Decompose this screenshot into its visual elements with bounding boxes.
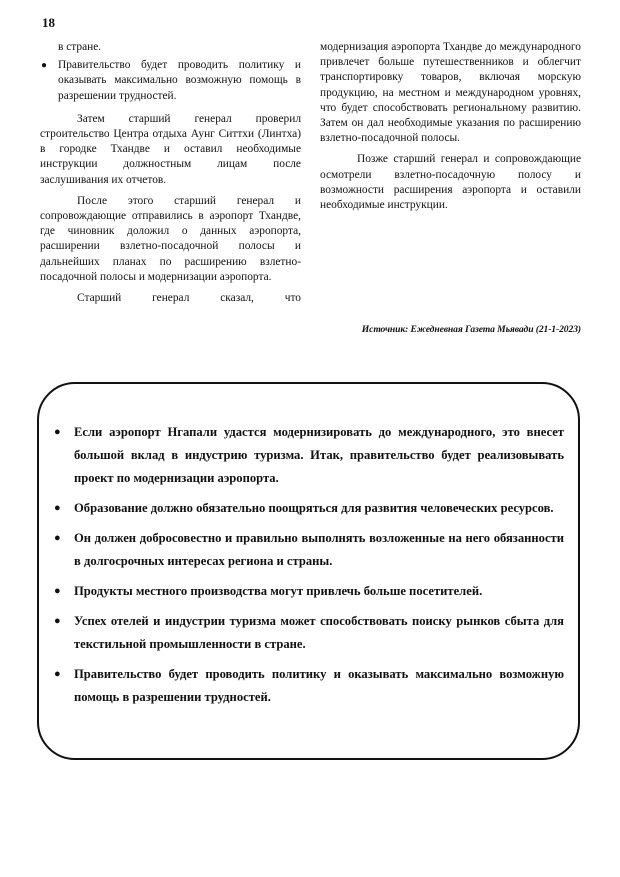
bullet-icon: ● <box>54 502 61 514</box>
page-number: 18 <box>42 15 55 30</box>
summary-item-text: Он должен добросовестно и правильно выполнять возложенные на него обязанности в долгосрочных интересах региона и страны. <box>74 531 564 568</box>
bullet-item <box>40 58 301 104</box>
summary-item-text: Если аэропорт Нгапали удастся модернизировать до международного, это внесет большой вклад в индустрию туризма. Итак, правительство будет реализовывать проект по модернизации аэропорта. <box>74 425 564 485</box>
right-column <box>320 40 581 219</box>
source-citation: Источник: Ежедневная Газета Мьявади (21-1-2023) <box>361 324 581 335</box>
summary-list <box>54 421 564 716</box>
summary-item <box>54 610 564 656</box>
summary-item <box>54 421 564 490</box>
summary-item-text: Продукты местного производства могут привлечь больше посетителей. <box>74 584 483 598</box>
summary-item <box>54 663 564 709</box>
bullet-icon: ● <box>41 60 48 72</box>
continued-bullet-line: в стране. <box>58 41 102 53</box>
paragraph: Старший генерал сказал, что <box>77 292 301 305</box>
summary-item-text: Образование должно обязательно поощряться для развития человеческих ресурсов. <box>74 501 554 515</box>
paragraph: Позже старший генерал и сопровождающие осмотрели взлетно-посадочную полосу и возможности расширения аэропорта и оставили необходимые инструкции. <box>320 153 581 212</box>
paragraph: После этого старший генерал и сопровождающие отправились в аэропорт Тхандве, где чиновник доложил о данных аэропорта, расширении взлетно-посадочной полосы и дальнейших планах по расширению взлетно-посадочной полосы и модернизации аэропорта. <box>40 194 301 283</box>
bullet-icon: ● <box>54 532 61 544</box>
bullet-icon: ● <box>54 668 61 680</box>
summary-item-text: Правительство будет проводить политику и оказывать максимально возможную помощь в разрешении трудностей. <box>74 667 564 704</box>
bullet-icon: ● <box>54 615 61 627</box>
left-column <box>40 40 301 306</box>
summary-item-text: Успех отелей и индустрии туризма может способствовать поиску рынков сбыта для текстильной промышленности в стране. <box>74 614 564 651</box>
summary-item <box>54 497 564 520</box>
paragraph: Затем старший генерал проверил строительство Центра отдыха Аунг Ситтхи (Линтха) в городке Тхандве и оставил необходимые инструкции должностным лицам после заслушивания их отчетов. <box>40 112 301 186</box>
paragraph: модернизация аэропорта Тхандве до международного привлечет больше путешественников и облегчит транспортировку товаров, включая морскую продукцию, на местном и международном уровнях, что будет способствовать региональному развитию. Затем он дал необходимые указания по расширению взлетно-посадочной полосы. <box>320 41 581 145</box>
summary-item <box>54 527 564 573</box>
bullet-icon: ● <box>54 585 61 597</box>
bullet-text: Правительство будет проводить политику и оказывать максимально возможную помощь в разрешении трудностей. <box>58 59 301 102</box>
summary-item <box>54 580 564 603</box>
bullet-icon: ● <box>54 426 61 438</box>
